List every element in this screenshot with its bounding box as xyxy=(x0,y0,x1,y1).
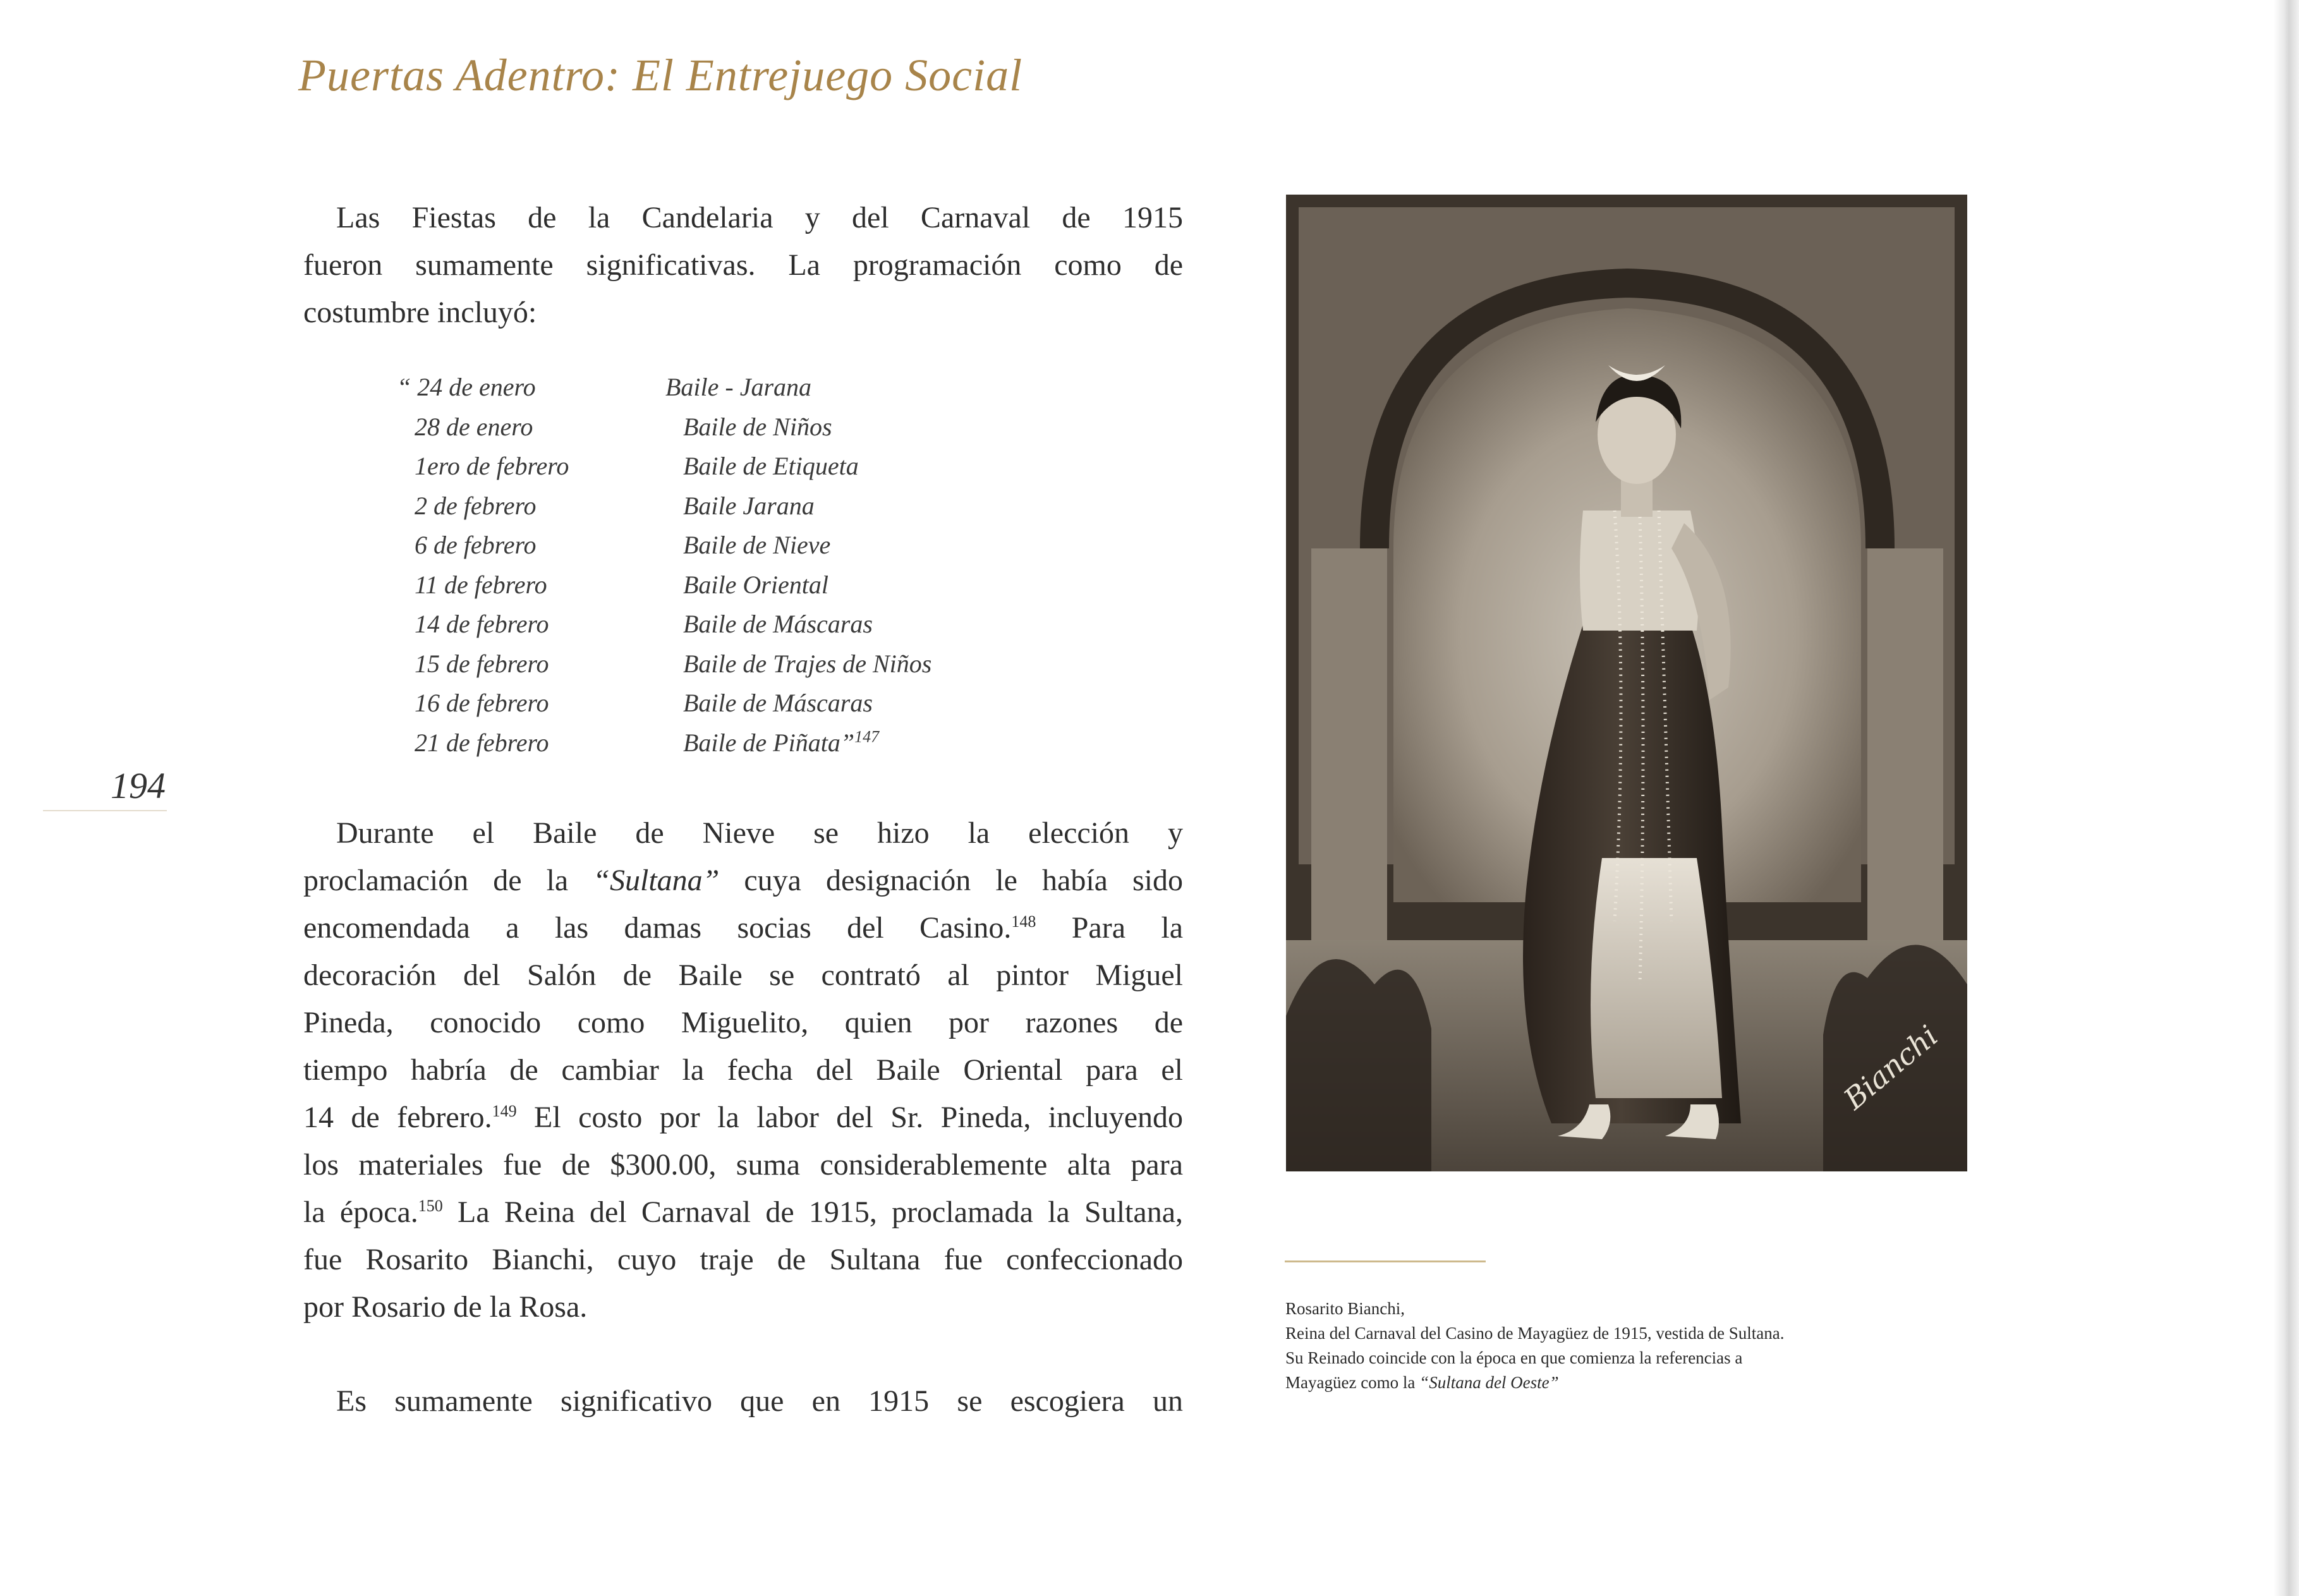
schedule-date: 28 de enero xyxy=(415,412,533,441)
caption-line-2: Reina del Carnaval del Casino de Mayagüez de 1915, vestida de Sultana. xyxy=(1285,1324,1785,1343)
running-head: Puertas Adentro: El Entrejuego Social xyxy=(298,50,1023,100)
schedule-event-label: Baile Oriental xyxy=(683,570,828,599)
para2-line-5: Pineda, conocido como Miguelito, quien por razones de xyxy=(303,1006,1183,1039)
intro-line-3: costumbre incluyó: xyxy=(303,296,537,329)
para2-line-10: fue Rosarito Bianchi, cuyo traje de Sultana fue confeccionado xyxy=(303,1243,1183,1276)
book-spine-edge xyxy=(2274,0,2299,1596)
right-column xyxy=(1867,548,1943,940)
figure-bodice xyxy=(1580,511,1699,631)
schedule-row xyxy=(397,526,1029,565)
schedule-event xyxy=(683,447,1029,487)
schedule-date: 11 de febrero xyxy=(415,570,547,599)
schedule-date: “ 24 de enero xyxy=(397,373,536,401)
schedule-date: 14 de febrero xyxy=(415,610,549,638)
schedule-event xyxy=(683,565,1029,605)
intro-line-1: Las Fiestas de la Candelaria y del Carnaval de 1915 xyxy=(336,201,1183,234)
schedule-row xyxy=(397,723,1029,763)
para2-line-8: los materiales fue de $300.00, suma considerablemente alta para xyxy=(303,1148,1183,1182)
text-span: 14 de febrero. xyxy=(303,1101,492,1134)
schedule-event xyxy=(683,684,1029,723)
schedule-event-label: Baile de Niños xyxy=(683,412,832,441)
page-number: 194 xyxy=(111,765,166,806)
schedule-date: 1ero de febrero xyxy=(415,452,569,480)
footnote-148: 148 xyxy=(1011,912,1036,931)
footnote-150: 150 xyxy=(418,1197,443,1215)
para2-line-9 xyxy=(303,1188,1183,1236)
text-span: proclamación de la xyxy=(303,864,593,897)
text-span: encomendada a las damas socias del Casino. xyxy=(303,911,1012,945)
text-span: la época. xyxy=(303,1195,418,1229)
schedule-event xyxy=(683,605,1029,644)
schedule-row xyxy=(397,368,1029,408)
caption-line-4 xyxy=(1285,1370,1987,1395)
schedule-row xyxy=(397,565,1029,605)
schedule-event xyxy=(683,723,1029,763)
schedule-event xyxy=(683,526,1029,565)
schedule-event xyxy=(683,644,1029,684)
shrub-left xyxy=(1286,959,1431,1171)
schedule-event-label: Baile Jarana xyxy=(683,491,815,520)
intro-paragraph xyxy=(303,194,1183,336)
text-span: cuya designación le había sido xyxy=(719,864,1184,897)
sultana-paragraph xyxy=(303,809,1183,1331)
schedule-row xyxy=(397,605,1029,644)
schedule-date: 15 de febrero xyxy=(415,649,549,678)
left-column xyxy=(1311,548,1387,940)
para3-line-1: Es sumamente significativo que en 1915 se escogiera un xyxy=(336,1384,1183,1418)
para2-line-2 xyxy=(303,857,1183,904)
schedule-event xyxy=(683,487,1029,526)
para2-line-4: decoración del Salón de Baile se contrató al pintor Miguel xyxy=(303,958,1183,992)
schedule-event-label: Baile - Jarana xyxy=(665,373,812,401)
text-span: Mayagüez como la xyxy=(1285,1373,1420,1392)
schedule-row xyxy=(397,447,1029,487)
portrait-photo xyxy=(1286,195,1967,1171)
schedule-event-label: Baile de Piñata” xyxy=(683,728,855,757)
schedule-date: 21 de febrero xyxy=(415,728,549,757)
photographer-signature: Bianchi xyxy=(1837,1019,1944,1116)
schedule-row xyxy=(397,644,1029,684)
para2-line-6: tiempo habría de cambiar la fecha del Baile Oriental para el xyxy=(303,1053,1183,1087)
photo-caption xyxy=(1285,1297,1987,1395)
para2-line-11: por Rosario de la Rosa. xyxy=(303,1290,588,1324)
schedule-row xyxy=(397,487,1029,526)
sultana-del-oeste: “Sultana del Oeste” xyxy=(1419,1373,1559,1392)
schedule-date: 6 de febrero xyxy=(415,531,537,559)
schedule-event-label: Baile de Máscaras xyxy=(683,689,873,717)
carnival-schedule xyxy=(397,368,1029,763)
caption-line-1: Rosarito Bianchi, xyxy=(1285,1299,1405,1318)
para2-line-1: Durante el Baile de Nieve se hizo la elección y xyxy=(336,816,1183,850)
text-span: El costo por la labor del Sr. Pineda, incluyendo xyxy=(516,1101,1183,1134)
closing-paragraph xyxy=(303,1377,1183,1425)
schedule-event-label: Baile de Trajes de Niños xyxy=(683,649,932,678)
text-span: Para la xyxy=(1036,911,1184,945)
caption-rule xyxy=(1285,1260,1486,1262)
intro-line-2: fueron sumamente significativas. La programación como de xyxy=(303,248,1183,282)
schedule-event-label: Baile de Etiqueta xyxy=(683,452,859,480)
schedule-date: 16 de febrero xyxy=(415,689,549,717)
text-span: La Reina del Carnaval de 1915, proclamada la Sultana, xyxy=(442,1195,1183,1229)
caption-line-3: Su Reinado coincide con la época en que comienza la referencias a xyxy=(1285,1348,1743,1367)
schedule-event-label: Baile de Nieve xyxy=(683,531,831,559)
schedule-row xyxy=(397,408,1029,447)
schedule-date: 2 de febrero xyxy=(415,491,537,520)
para2-line-3 xyxy=(303,904,1183,952)
schedule-event-label: Baile de Máscaras xyxy=(683,610,873,638)
page-number-rule xyxy=(43,810,167,811)
sultana-quote: “Sultana” xyxy=(593,864,720,897)
portrait-photo-illustration xyxy=(1286,195,1967,1171)
schedule-event xyxy=(665,368,1029,408)
schedule-event xyxy=(683,408,1029,447)
footnote-149: 149 xyxy=(492,1102,517,1120)
schedule-row xyxy=(397,684,1029,723)
footnote-147: 147 xyxy=(854,727,880,746)
para2-line-7 xyxy=(303,1094,1183,1141)
